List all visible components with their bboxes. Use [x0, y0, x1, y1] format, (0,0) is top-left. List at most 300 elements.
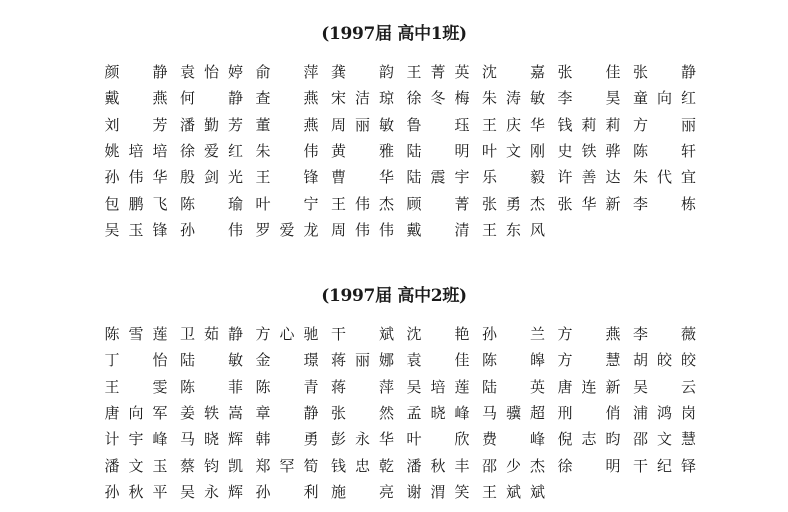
name-glyph: 姚: [104, 141, 120, 160]
student-name: [482, 88, 552, 108]
name-glyph: 章: [255, 403, 271, 422]
name-glyph: 徐: [406, 89, 422, 108]
name-glyph: 杰: [529, 456, 545, 475]
name-glyph: 方: [557, 325, 573, 343]
name-glyph: 叶: [406, 430, 422, 449]
student-name: [557, 88, 627, 108]
name-glyph: 秋: [430, 456, 446, 475]
name-glyph: 伟: [128, 168, 144, 187]
student-name: [557, 403, 627, 423]
student-name: [331, 115, 401, 135]
name-glyph: 新: [605, 377, 621, 396]
name-glyph: 倪: [557, 430, 573, 449]
name-glyph: 锋: [303, 168, 319, 187]
student-name: [406, 88, 476, 108]
name-glyph: 干: [632, 456, 648, 475]
name-glyph: 陆: [481, 377, 497, 396]
name-glyph: 萍: [303, 63, 319, 81]
name-glyph: 李: [632, 194, 648, 213]
name-glyph: 俏: [605, 403, 621, 422]
name-glyph: 静: [227, 89, 243, 108]
name-glyph: 青: [303, 377, 319, 396]
name-glyph: 爱: [203, 141, 219, 160]
student-name: [406, 429, 476, 449]
student-name: [104, 429, 174, 449]
name-glyph: 莉: [605, 115, 621, 134]
name-glyph: 培: [128, 141, 144, 160]
student-name: [406, 167, 476, 187]
name-glyph: 杰: [529, 194, 545, 213]
student-name: [255, 88, 325, 108]
name-glyph: 鹏: [128, 194, 144, 213]
name-glyph: 利: [303, 482, 319, 501]
name-glyph: 钧: [203, 456, 219, 475]
name-glyph: 朱: [632, 168, 648, 187]
name-glyph: 栋: [680, 194, 696, 213]
name-glyph: 燕: [605, 325, 621, 343]
student-name: [104, 403, 174, 423]
name-glyph: 娜: [378, 351, 394, 370]
name-glyph: 王: [104, 377, 120, 396]
name-glyph: 戴: [406, 220, 422, 239]
name-glyph: 刑: [557, 403, 573, 422]
name-glyph: 戴: [104, 89, 120, 108]
name-glyph: 伟: [227, 220, 243, 239]
name-glyph: 萍: [378, 377, 394, 396]
student-name: [331, 194, 401, 214]
name-glyph: 王: [255, 168, 271, 187]
name-glyph: 陈: [255, 377, 271, 396]
name-glyph: 艳: [454, 325, 470, 343]
name-glyph: 俞: [255, 63, 271, 81]
name-glyph: 莲: [152, 325, 168, 343]
name-glyph: 胡: [632, 351, 648, 370]
student-name: [104, 350, 174, 370]
student-name: [482, 115, 552, 135]
name-glyph: 轩: [680, 141, 696, 160]
name-glyph: 冬: [430, 89, 446, 108]
name-glyph: 玉: [152, 456, 168, 475]
name-glyph: 亮: [378, 482, 394, 501]
name-glyph: 孟: [406, 403, 422, 422]
name-glyph: 方: [632, 115, 648, 134]
name-glyph: 史: [557, 141, 573, 160]
name-glyph: 昊: [605, 89, 621, 108]
name-glyph: 吴: [104, 220, 120, 239]
name-glyph: 文: [656, 430, 672, 449]
student-name: [331, 62, 401, 82]
name-glyph: 宁: [303, 194, 319, 213]
name-glyph: 剑: [203, 168, 219, 187]
student-name: [104, 62, 174, 82]
student-name: [482, 194, 552, 214]
name-glyph: 刚: [529, 141, 545, 160]
name-glyph: 雪: [128, 325, 144, 343]
name-glyph: 代: [656, 168, 672, 187]
name-glyph: 梅: [454, 89, 470, 108]
student-name: [180, 220, 250, 240]
student-name: [331, 88, 401, 108]
name-glyph: 光: [227, 168, 243, 187]
name-glyph: 王: [406, 63, 422, 81]
student-name: [255, 141, 325, 161]
name-glyph: 周: [330, 115, 346, 134]
name-glyph: 菁: [430, 63, 446, 81]
name-glyph: 许: [557, 168, 573, 187]
name-glyph: 嘉: [529, 63, 545, 81]
name-glyph: 李: [632, 325, 648, 343]
name-glyph: 培: [152, 141, 168, 160]
student-name: [331, 220, 401, 240]
name-glyph: 乐: [481, 168, 497, 187]
name-glyph: 钱: [557, 115, 573, 134]
name-glyph: 勤: [203, 115, 219, 134]
name-glyph: 潘: [104, 456, 120, 475]
student-name: [331, 324, 401, 344]
name-glyph: 驰: [303, 325, 319, 343]
section-heading-2: (1997届 高中2班): [321, 286, 467, 306]
name-glyph: 瑜: [227, 194, 243, 213]
name-glyph: 董: [255, 115, 271, 134]
name-glyph: 斌: [378, 325, 394, 343]
name-glyph: 吴: [406, 377, 422, 396]
name-glyph: 陈: [179, 194, 195, 213]
name-glyph: 静: [680, 63, 696, 81]
student-name: [633, 62, 703, 82]
student-name: [406, 482, 476, 502]
name-glyph: 毅: [529, 168, 545, 187]
student-name: [633, 115, 703, 135]
student-name: [482, 482, 552, 502]
name-glyph: 龚: [330, 63, 346, 81]
student-name: [557, 62, 627, 82]
name-glyph: 计: [104, 430, 120, 449]
student-name: [255, 324, 325, 344]
student-name: [482, 141, 552, 161]
name-glyph: 慧: [680, 430, 696, 449]
student-name: [633, 350, 703, 370]
name-glyph: 王: [481, 115, 497, 134]
name-glyph: 吴: [632, 377, 648, 396]
name-glyph: 嵩: [227, 403, 243, 422]
name-glyph: 莲: [454, 377, 470, 396]
name-glyph: 伟: [378, 220, 394, 239]
student-name: [104, 377, 174, 397]
name-glyph: 陈: [179, 377, 195, 396]
student-name: [482, 167, 552, 187]
name-glyph: 秋: [128, 482, 144, 501]
name-glyph: 皎: [680, 351, 696, 370]
name-glyph: 童: [632, 89, 648, 108]
student-name: [104, 220, 174, 240]
name-glyph: 张: [632, 63, 648, 81]
name-glyph: 少: [505, 456, 521, 475]
name-glyph: 善: [581, 168, 597, 187]
name-glyph: 向: [128, 403, 144, 422]
student-name: [482, 429, 552, 449]
name-glyph: 辉: [227, 482, 243, 501]
student-name: [104, 88, 174, 108]
student-name: [180, 377, 250, 397]
name-glyph: 颜: [104, 63, 120, 81]
name-glyph: 涛: [505, 89, 521, 108]
name-glyph: 璟: [303, 351, 319, 370]
name-glyph: 玉: [128, 220, 144, 239]
name-glyph: 宇: [128, 430, 144, 449]
student-name: [633, 194, 703, 214]
name-glyph: 干: [330, 325, 346, 343]
name-glyph: 芳: [227, 115, 243, 134]
student-name: [557, 429, 627, 449]
name-glyph: 曹: [330, 168, 346, 187]
student-name: [255, 482, 325, 502]
student-name: [104, 194, 174, 214]
name-glyph: 红: [680, 89, 696, 108]
student-name: [331, 429, 401, 449]
name-glyph: 雅: [378, 141, 394, 160]
name-glyph: 皞: [529, 351, 545, 370]
student-name: [104, 324, 174, 344]
student-name: [406, 194, 476, 214]
name-glyph: 徐: [179, 141, 195, 160]
name-glyph: 凯: [227, 456, 243, 475]
name-glyph: 宋: [330, 89, 346, 108]
name-glyph: 轶: [203, 403, 219, 422]
name-glyph: 薇: [680, 325, 696, 343]
name-glyph: 蒋: [330, 377, 346, 396]
name-glyph: 丁: [104, 351, 120, 370]
name-glyph: 培: [430, 377, 446, 396]
student-name: [331, 456, 401, 476]
name-glyph: 马: [481, 403, 497, 422]
student-name: [557, 324, 627, 344]
student-name: [557, 350, 627, 370]
name-glyph: 茹: [203, 325, 219, 343]
name-glyph: 张: [557, 194, 573, 213]
name-glyph: 潘: [179, 115, 195, 134]
name-glyph: 昀: [605, 430, 621, 449]
student-name: [331, 377, 401, 397]
student-name: [255, 115, 325, 135]
name-glyph: 骅: [605, 141, 621, 160]
name-glyph: 邵: [481, 456, 497, 475]
name-glyph: 鲁: [406, 115, 422, 134]
name-glyph: 华: [152, 168, 168, 187]
name-glyph: 华: [378, 168, 394, 187]
name-glyph: 笑: [454, 482, 470, 501]
student-name: [331, 482, 401, 502]
name-glyph: 连: [581, 377, 597, 396]
name-glyph: 蒋: [330, 351, 346, 370]
name-glyph: 陈: [632, 141, 648, 160]
name-glyph: 震: [430, 168, 446, 187]
student-name: [633, 377, 703, 397]
name-glyph: 乾: [378, 456, 394, 475]
name-glyph: 施: [330, 482, 346, 501]
name-glyph: 斌: [505, 482, 521, 501]
student-name: [406, 220, 476, 240]
name-glyph: 勇: [505, 194, 521, 213]
name-glyph: 伟: [354, 220, 370, 239]
name-glyph: 郑: [255, 456, 271, 475]
name-glyph: 洁: [354, 89, 370, 108]
name-glyph: 庆: [505, 115, 521, 134]
student-name: [557, 456, 627, 476]
name-glyph: 丽: [354, 351, 370, 370]
name-glyph: 姜: [179, 403, 195, 422]
student-name: [482, 377, 552, 397]
name-glyph: 查: [255, 89, 271, 108]
student-name: [633, 167, 703, 187]
name-glyph: 敏: [529, 89, 545, 108]
student-name: [180, 167, 250, 187]
name-glyph: 敏: [378, 115, 394, 134]
name-glyph: 王: [330, 194, 346, 213]
name-glyph: 忠: [354, 456, 370, 475]
name-glyph: 斌: [529, 482, 545, 501]
student-name: [180, 88, 250, 108]
student-name: [482, 403, 552, 423]
name-glyph: 东: [505, 220, 521, 239]
name-glyph: 伟: [354, 194, 370, 213]
student-name: [255, 62, 325, 82]
name-glyph: 沈: [406, 325, 422, 343]
name-glyph: 张: [330, 403, 346, 422]
student-name: [331, 167, 401, 187]
student-name: [331, 403, 401, 423]
student-name: [633, 141, 703, 161]
name-glyph: 然: [378, 403, 394, 422]
name-glyph: 王: [481, 482, 497, 501]
name-glyph: 怡: [152, 351, 168, 370]
name-glyph: 菁: [454, 194, 470, 213]
name-glyph: 何: [179, 89, 195, 108]
student-name: [180, 194, 250, 214]
name-glyph: 飞: [152, 194, 168, 213]
name-glyph: 袁: [179, 63, 195, 81]
name-glyph: 李: [557, 89, 573, 108]
student-name: [557, 115, 627, 135]
name-glyph: 叶: [255, 194, 271, 213]
student-name: [255, 403, 325, 423]
student-name: [633, 456, 703, 476]
name-glyph: 丰: [454, 456, 470, 475]
name-glyph: 向: [656, 89, 672, 108]
student-name: [104, 141, 174, 161]
name-glyph: 方: [255, 325, 271, 343]
name-glyph: 佳: [454, 351, 470, 370]
name-glyph: 明: [605, 456, 621, 475]
name-glyph: 丽: [680, 115, 696, 134]
name-glyph: 陆: [179, 351, 195, 370]
name-glyph: 红: [227, 141, 243, 160]
name-glyph: 静: [303, 403, 319, 422]
name-glyph: 渭: [430, 482, 446, 501]
student-name: [104, 456, 174, 476]
name-glyph: 孙: [255, 482, 271, 501]
name-glyph: 琼: [378, 89, 394, 108]
name-glyph: 超: [529, 403, 545, 422]
name-glyph: 韩: [255, 430, 271, 449]
name-glyph: 文: [128, 456, 144, 475]
student-name: [406, 456, 476, 476]
name-glyph: 云: [680, 377, 696, 396]
name-glyph: 永: [203, 482, 219, 501]
name-glyph: 珏: [454, 115, 470, 134]
name-glyph: 陆: [406, 168, 422, 187]
name-glyph: 欣: [454, 430, 470, 449]
name-glyph: 宇: [454, 168, 470, 187]
name-glyph: 芳: [152, 115, 168, 134]
name-glyph: 骥: [505, 403, 521, 422]
name-glyph: 朱: [255, 141, 271, 160]
name-glyph: 张: [481, 194, 497, 213]
name-glyph: 陈: [481, 351, 497, 370]
name-glyph: 罗: [255, 220, 271, 239]
name-glyph: 志: [581, 430, 597, 449]
name-glyph: 华: [378, 430, 394, 449]
student-name: [180, 141, 250, 161]
name-glyph: 龙: [303, 220, 319, 239]
name-glyph: 明: [454, 141, 470, 160]
name-glyph: 静: [152, 63, 168, 81]
name-glyph: 峰: [529, 430, 545, 449]
name-glyph: 孙: [104, 482, 120, 501]
student-name: [255, 220, 325, 240]
student-name: [104, 167, 174, 187]
student-name: [180, 115, 250, 135]
name-glyph: 岗: [680, 403, 696, 422]
name-glyph: 华: [529, 115, 545, 134]
name-glyph: 燕: [152, 89, 168, 108]
name-glyph: 勇: [303, 430, 319, 449]
student-name: [180, 482, 250, 502]
student-name: [180, 456, 250, 476]
student-name: [557, 194, 627, 214]
name-glyph: 唐: [104, 403, 120, 422]
name-glyph: 兰: [529, 325, 545, 343]
student-name: [406, 350, 476, 370]
name-glyph: 心: [279, 325, 295, 343]
student-name: [406, 377, 476, 397]
name-glyph: 罕: [279, 456, 295, 475]
name-glyph: 宜: [680, 168, 696, 187]
name-glyph: 杰: [378, 194, 394, 213]
name-glyph: 峰: [152, 430, 168, 449]
name-glyph: 方: [557, 351, 573, 370]
student-name: [633, 324, 703, 344]
student-name: [255, 194, 325, 214]
section-heading-1: (1997届 高中1班): [321, 24, 467, 44]
student-name: [406, 62, 476, 82]
student-name: [255, 456, 325, 476]
name-glyph: 费: [481, 430, 497, 449]
name-glyph: 彭: [330, 430, 346, 449]
student-name: [482, 324, 552, 344]
name-glyph: 张: [557, 63, 573, 81]
name-glyph: 佳: [605, 63, 621, 81]
name-glyph: 浦: [632, 403, 648, 422]
name-glyph: 军: [152, 403, 168, 422]
student-name: [557, 377, 627, 397]
name-glyph: 雯: [152, 377, 168, 396]
name-glyph: 婷: [227, 63, 243, 81]
name-glyph: 清: [454, 220, 470, 239]
name-glyph: 孙: [179, 220, 195, 239]
name-glyph: 新: [605, 194, 621, 213]
name-glyph: 晓: [430, 403, 446, 422]
name-glyph: 慧: [605, 351, 621, 370]
